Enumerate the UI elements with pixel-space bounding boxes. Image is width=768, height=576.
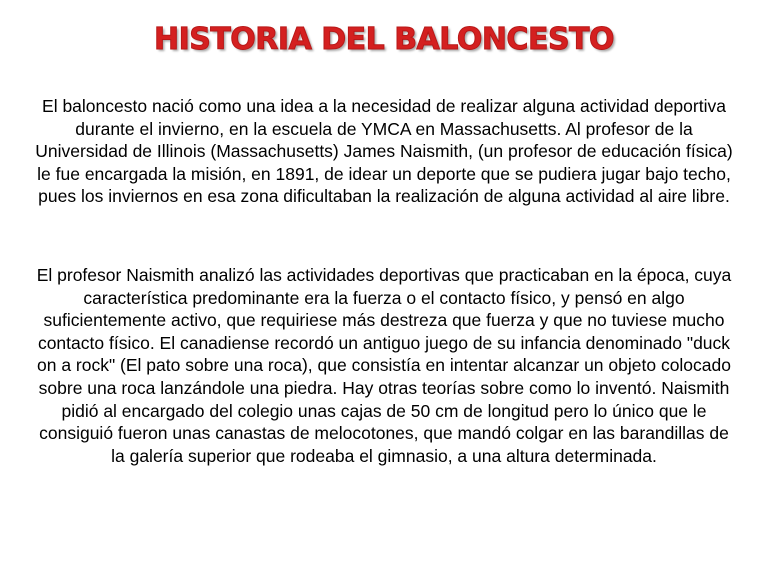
slide-title: HISTORIA DEL BALONCESTO: [153, 22, 615, 57]
paragraph-origin: El baloncesto nació como una idea a la necesidad de realizar alguna actividad deportiva durante el invierno, en la escuela de YMCA en Massachusetts. Al profesor de la Universidad de Illinois (Massachusetts) James Naismith, (un profesor de educación física) le fue encargada la misión, en 1891, de idear un deporte que se pudiera jugar bajo techo, pues los inviernos en esa zona dificultaban la realización de alguna actividad al aire libre.: [35, 96, 733, 207]
paragraph-naismith: El profesor Naismith analizó las actividades deportivas que practicaban en la época, cuya característica predominante era la fuerza o el contacto físico, y pensó en algo suficientemente activo, que requiriese más destreza que fuerza y que no tuviese mucho contacto físico. El canadiense recordó un antiguo juego de su infancia denominado "duck on a rock" (El pato sobre una roca), que consistía en intentar alcanzar un objeto colocado sobre una roca lanzándole una piedra. Hay otras teorías sobre como lo inventó. Naismith pidió al encargado del colegio unas cajas de 50 cm de longitud pero lo único que le consiguió fueron unas canastas de melocotones, que mandó colgar en las barandillas de la galería superior que rodeaba el gimnasio, a una altura determinada.: [36, 265, 732, 466]
